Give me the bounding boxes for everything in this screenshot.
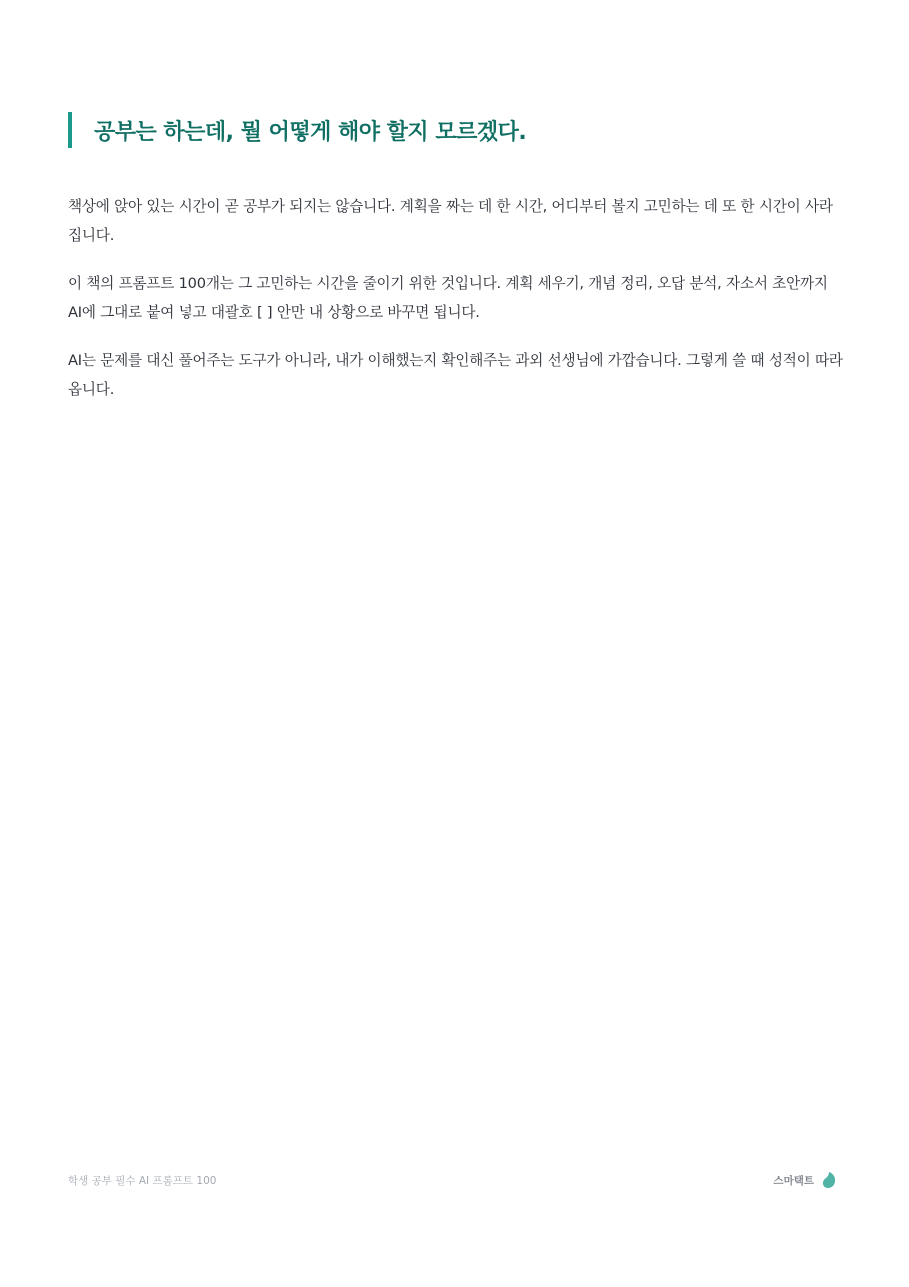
body-text	[68, 192, 843, 423]
paragraph-1: 책상에 앉아 있는 시간이 곧 공부가 되지는 않습니다. 계획을 짜는 데 한 시간, 어디부터 볼지 고민하는 데 또 한 시간이 사라집니다.	[68, 198, 833, 244]
leaf-icon	[822, 1171, 836, 1189]
brand-name: 스마택트	[773, 1174, 814, 1187]
section-heading	[68, 112, 526, 148]
page-title: 공부는 하는데, 뭘 어떻게 해야 할지 모르겠다.	[94, 119, 527, 145]
footer-brand	[773, 1171, 836, 1189]
heading-accent-bar	[68, 112, 72, 148]
paragraph-2: 이 책의 프롬프트 100개는 그 고민하는 시간을 줄이기 위한 것입니다. 계획 세우기, 개념 정리, 오답 분석, 자소서 초안까지 AI에 그대로 붙여 넣고 대괄호 [ ] 안만 내 상황으로 바꾸면 됩니다.	[68, 275, 828, 321]
footer-book-title: 학생 공부 필수 AI 프롬프트 100	[68, 1175, 217, 1187]
paragraph-3: AI는 문제를 대신 풀어주는 도구가 아니라, 내가 이해했는지 확인해주는 과외 선생님에 가깝습니다. 그렇게 쓸 때 성적이 따라옵니다.	[68, 352, 843, 398]
